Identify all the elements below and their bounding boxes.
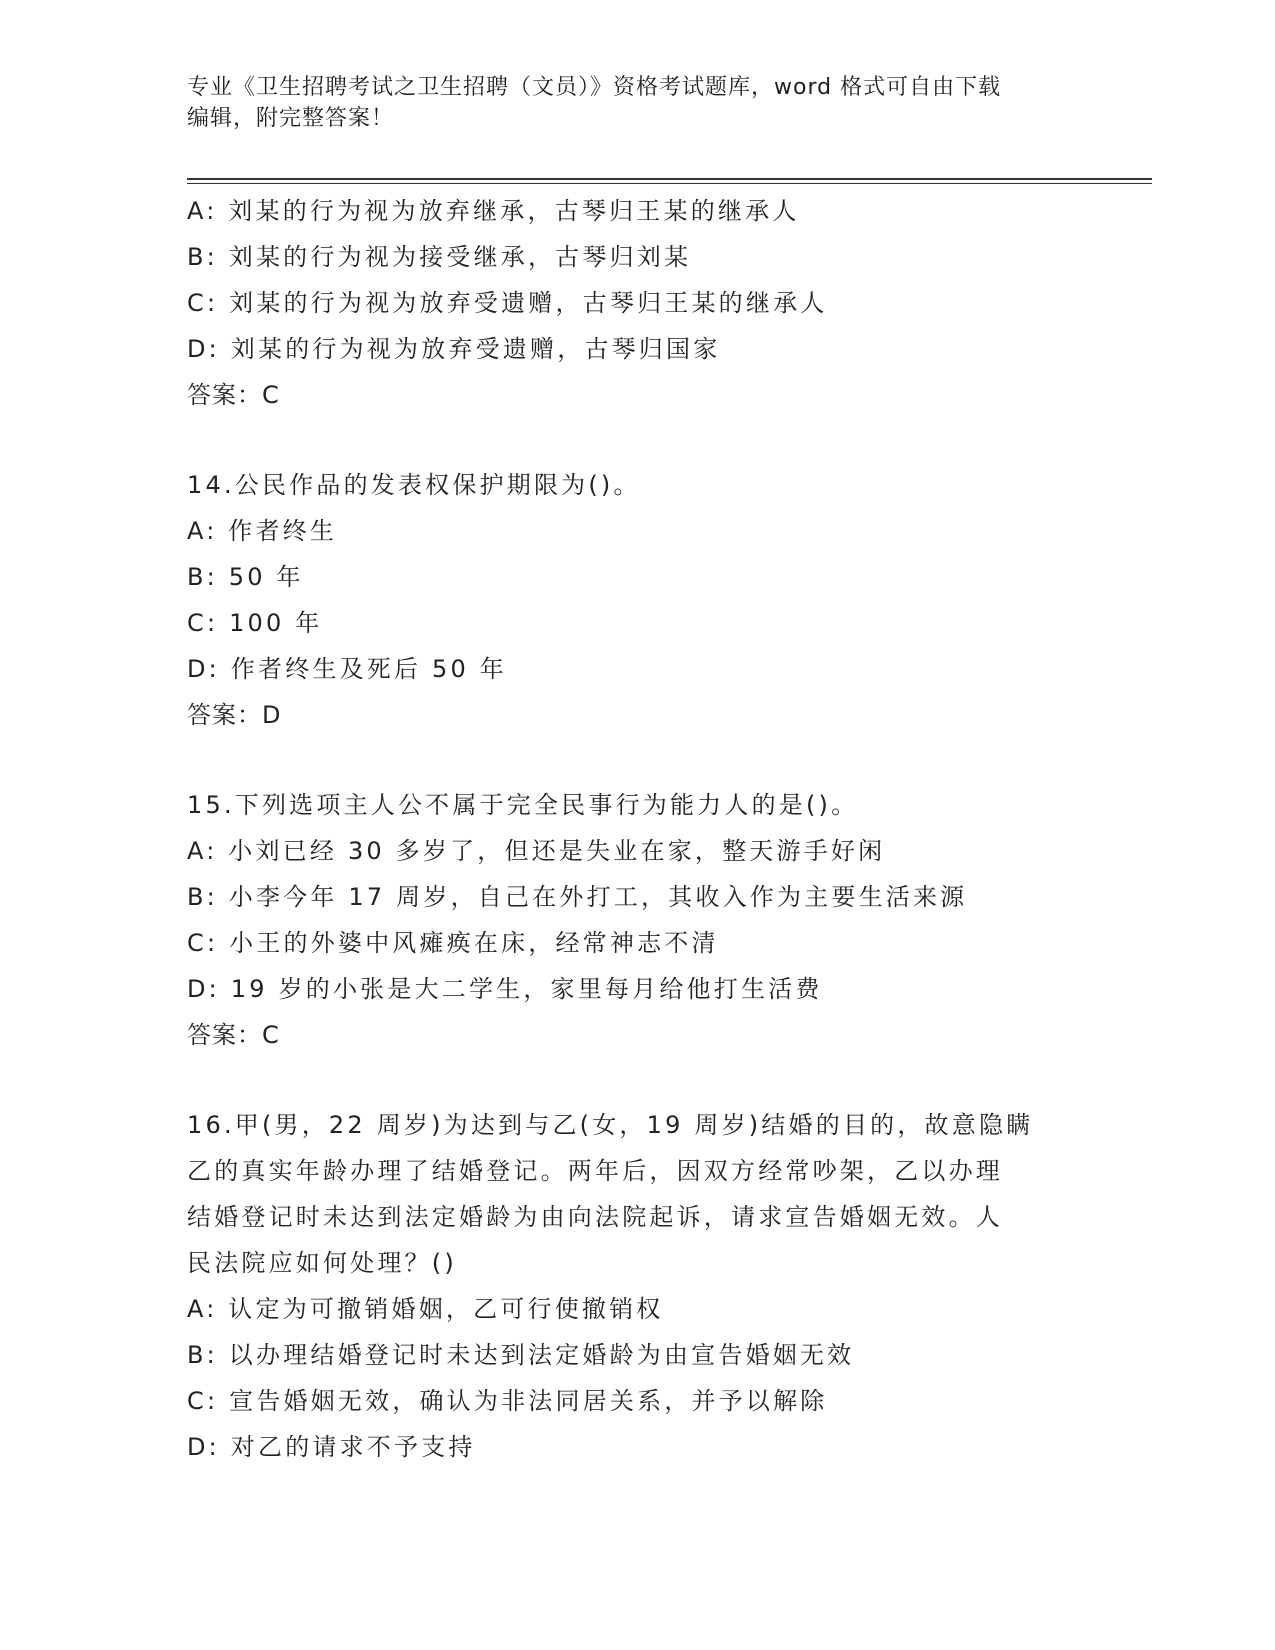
spacer xyxy=(187,1058,1087,1102)
option-d: D: 对乙的请求不予支持 xyxy=(187,1433,476,1461)
question-stem-line-4: 民法院应如何处理？() xyxy=(187,1249,457,1277)
question-stem-line-1: 16.甲(男，22 周岁)为达到与乙(女，19 周岁)结婚的目的，故意隐瞒 xyxy=(187,1111,1034,1139)
option-a: A: 小刘已经 30 多岁了，但还是失业在家，整天游手好闲 xyxy=(187,837,886,865)
question-list xyxy=(187,188,1087,1470)
document-header xyxy=(187,72,1087,134)
header-divider-thin xyxy=(187,183,1152,184)
option-b: B: 50 年 xyxy=(187,563,304,591)
option-d: D: 刘某的行为视为放弃受遗赠，古琴归国家 xyxy=(187,335,721,363)
option-a: A: 作者终生 xyxy=(187,517,338,545)
option-a: A: 刘某的行为视为放弃继承，古琴归王某的继承人 xyxy=(187,197,800,225)
answer: 答案：D xyxy=(187,701,282,729)
option-b: B: 以办理结婚登记时未达到法定婚龄为由宣告婚姻无效 xyxy=(187,1341,855,1369)
question-stem: 15.下列选项主人公不属于完全民事行为能力人的是()。 xyxy=(187,791,859,819)
question-13 xyxy=(187,188,1087,418)
option-b: B: 小李今年 17 周岁，自己在外打工，其收入作为主要生活来源 xyxy=(187,883,968,911)
option-b: B: 刘某的行为视为接受继承，古琴归刘某 xyxy=(187,243,692,271)
question-15 xyxy=(187,782,1087,1058)
question-14 xyxy=(187,462,1087,738)
option-c: C: 刘某的行为视为放弃受遗赠，古琴归王某的继承人 xyxy=(187,289,828,317)
answer: 答案：C xyxy=(187,381,280,409)
option-d: D: 19 岁的小张是大二学生，家里每月给他打生活费 xyxy=(187,975,823,1003)
answer: 答案：C xyxy=(187,1021,280,1049)
header-divider-thick xyxy=(187,178,1152,180)
header-line-2: 编辑，附完整答案！ xyxy=(187,106,395,131)
question-stem-line-2: 乙的真实年龄办理了结婚登记。两年后，因双方经常吵架，乙以办理 xyxy=(187,1157,1003,1185)
question-stem-line-3: 结婚登记时未达到法定婚龄为由向法院起诉，请求宣告婚姻无效。人 xyxy=(187,1203,1003,1231)
option-c: C: 宣告婚姻无效，确认为非法同居关系，并予以解除 xyxy=(187,1387,828,1415)
spacer xyxy=(187,418,1087,462)
question-16 xyxy=(187,1102,1087,1470)
option-a: A: 认定为可撤销婚姻，乙可行使撤销权 xyxy=(187,1295,664,1323)
question-stem: 14.公民作品的发表权保护期限为()。 xyxy=(187,471,641,499)
option-c: C: 100 年 xyxy=(187,609,323,637)
spacer xyxy=(187,738,1087,782)
option-c: C: 小王的外婆中风瘫痪在床，经常神志不清 xyxy=(187,929,719,957)
header-line-1: 专业《卫生招聘考试之卫生招聘（文员）》资格考试题库，word 格式可自由下载 xyxy=(187,75,1002,100)
option-d: D: 作者终生及死后 50 年 xyxy=(187,655,507,683)
